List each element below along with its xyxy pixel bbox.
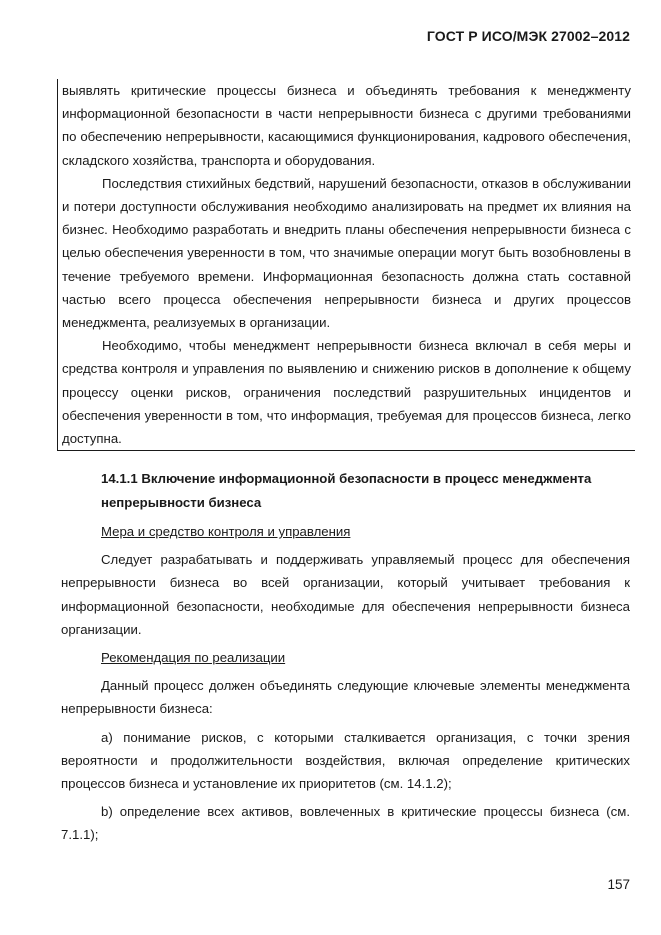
section-heading-line-2: непрерывности бизнеса [101,495,262,510]
control-paragraph: Следует разрабатывать и поддерживать управляемый процесс для обеспечения непрерывности бизнеса во всей организации, который учитывает требования к информационной безопасности, необходимые для обеспечения непрерывности бизнеса организации. [61,552,630,637]
guidance-title: Рекомендация по реализации [101,650,286,666]
page-number: 157 [607,877,630,892]
main-section [61,467,630,847]
boxed-paragraph-2: Последствия стихийных бедствий, нарушений безопасности, отказов в обслуживании и потери доступности обслуживания необходимо анализировать на предмет их влияния на бизнес. Необходимо разработать и внедрить планы обеспечения непрерывности бизнеса с целью обеспечения уверенности в том, что значимые операции могут быть возобновлены в течение требуемого времени. Информационная безопасность должна стать составной частью всего процесса обеспечения непрерывности бизнеса и других процессов менеджмента, реализуемых в организации. [62,175,631,331]
boxed-paragraph-1: выявлять критические процессы бизнеса и объединять требования к менеджменту информационной безопасности в части непрерывности бизнеса с другими требованиями по обеспечению непрерывности, касающимися функционирования, кадрового обеспечения, складского хозяйства, транспорта и оборудования. [62,83,631,168]
boxed-section [57,79,635,451]
list-item-b: b) определение всех активов, вовлеченных в критические процессы бизнеса (см. 7.1.1); [61,804,630,843]
list-item-a: a) понимание рисков, с которыми сталкивается организация, с точки зрения вероятности и продолжительности воздействия, включая определение критических процессов бизнеса и установление их приоритетов (см. 14.1.2); [61,729,630,792]
guidance-paragraph: Данный процесс должен объединять следующие ключевые элементы менеджмента непрерывности бизнеса: [61,678,630,717]
control-title: Мера и средство контроля и управления [101,524,351,539]
boxed-paragraph-3: Необходимо, чтобы менеджмент непрерывности бизнеса включал в себя меры и средства контроля и управления по выявлению и снижению рисков в дополнение к общему процессу оценки рисков, ограничения последствий разрушительных инцидентов и обеспечения уверенности в том, что информация, требуемая для процессов бизнеса, легко доступна. [62,338,631,447]
section-heading-line-1: 14.1.1 Включение информационной безопасности в процесс менеджмента [101,471,592,486]
document-code-header: ГОСТ Р ИСО/МЭК 27002–2012 [426,28,630,44]
